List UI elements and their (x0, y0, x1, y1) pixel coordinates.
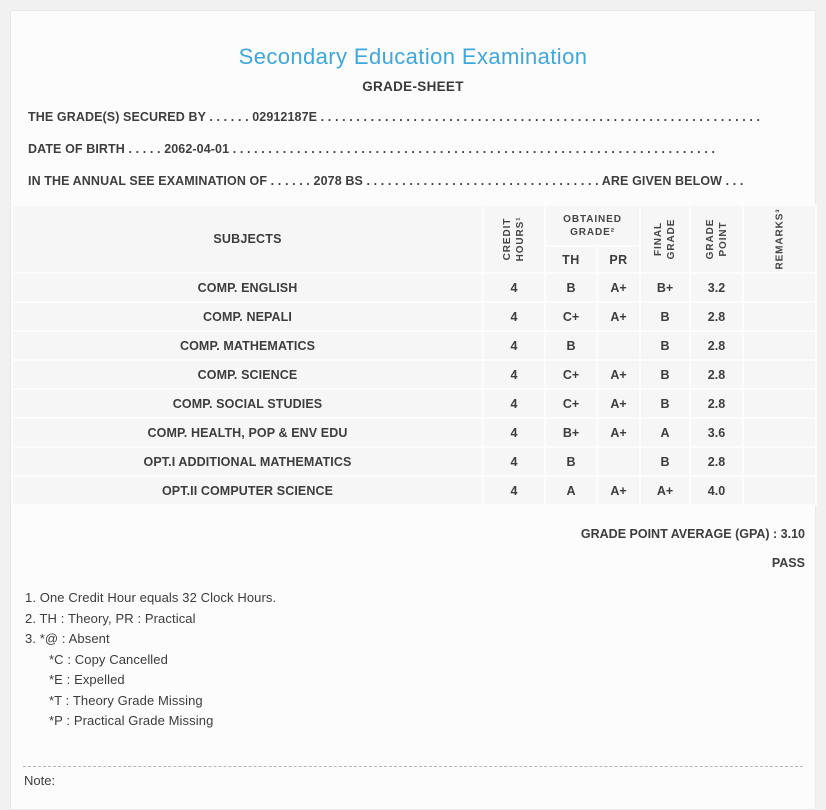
credit-cell: 4 (483, 302, 545, 331)
remarks-cell (743, 273, 816, 302)
final-grade-cell: A (640, 418, 690, 447)
remarks-rotated-text: REMARKS³ (774, 208, 785, 270)
grade-point-cell: 2.8 (690, 302, 743, 331)
pr-grade-cell: A+ (597, 302, 640, 331)
th-grade-cell: A (545, 476, 597, 505)
examination-line: IN THE ANNUAL SEE EXAMINATION OF . . . . . . 2078 BS . . . . . . . . . . . . . . . . . . . . . . . . . . . . . . . . . ARE GIVEN BELOW . . . (28, 174, 744, 188)
final-grade-cell: A+ (640, 476, 690, 505)
pr-grade-cell: A+ (597, 389, 640, 418)
sheet-subtitle: GRADE-SHEET (362, 79, 464, 94)
final-grade-rotated-text: FINAL GRADE (653, 218, 677, 260)
footnote-credit-hour: 1. One Credit Hour equals 32 Clock Hours. (25, 590, 277, 605)
table-row (12, 389, 816, 418)
subject-cell: COMP. HEALTH, POP & ENV EDU (12, 418, 483, 447)
th-grade-cell: C+ (545, 302, 597, 331)
grade-point-cell: 3.6 (690, 418, 743, 447)
subject-cell: COMP. ENGLISH (12, 273, 483, 302)
pr-grade-cell: A+ (597, 273, 640, 302)
grade-sheet-card (10, 10, 816, 810)
credit-cell: 4 (483, 418, 545, 447)
remarks-cell (743, 331, 816, 360)
subject-cell: COMP. SCIENCE (12, 360, 483, 389)
remarks-cell (743, 447, 816, 476)
credit-cell: 4 (483, 447, 545, 476)
table-row (12, 447, 816, 476)
grade-point-cell: 2.8 (690, 389, 743, 418)
pr-grade-cell: A+ (597, 418, 640, 447)
grade-point-cell: 3.2 (690, 273, 743, 302)
table-row (12, 302, 816, 331)
table-row (12, 360, 816, 389)
table-header-row (12, 205, 816, 246)
final-grade-cell: B (640, 360, 690, 389)
table-row (12, 331, 816, 360)
student-info (28, 101, 799, 197)
footnote-copy-cancelled: *C : Copy Cancelled (49, 651, 168, 667)
th-grade-cell: C+ (545, 360, 597, 389)
result-status: PASS (771, 556, 805, 570)
date-of-birth-line: DATE OF BIRTH . . . . . 2062-04-01 . . . . . . . . . . . . . . . . . . . . . . . . . . . . . . . . . . . . . . . . . . . . . . . . . . . . . . . . . . . . . . . . . . . . (28, 142, 716, 156)
final-grade-cell: B (640, 447, 690, 476)
final-grade-cell: B (640, 302, 690, 331)
grades-table (11, 204, 817, 506)
note-label: Note: (24, 772, 56, 788)
remarks-cell (743, 476, 816, 505)
credit-cell: 4 (483, 273, 545, 302)
subject-cell: COMP. NEPALI (12, 302, 483, 331)
obtained-grade-line1: OBTAINED (563, 213, 622, 225)
column-header-pr: PR (597, 246, 640, 273)
th-grade-cell: B (545, 273, 597, 302)
th-grade-cell: B (545, 331, 597, 360)
subject-cell: COMP. MATHEMATICS (12, 331, 483, 360)
grade-point-cell: 4.0 (690, 476, 743, 505)
grade-point-cell: 2.8 (690, 360, 743, 389)
pr-grade-cell: A+ (597, 360, 640, 389)
column-header-remarks (743, 205, 816, 273)
column-header-subjects: SUBJECTS (12, 205, 483, 273)
final-grade-cell: B (640, 389, 690, 418)
grade-point-cell: 2.8 (690, 447, 743, 476)
pr-grade-cell: A+ (597, 476, 640, 505)
final-grade-cell: B+ (640, 273, 690, 302)
th-grade-cell: C+ (545, 389, 597, 418)
obtained-grade-line2: GRADE² (570, 226, 615, 238)
column-header-obtained-grade (545, 205, 640, 246)
th-grade-cell: B+ (545, 418, 597, 447)
grade-point-cell: 2.8 (690, 331, 743, 360)
column-header-grade-point (690, 205, 743, 273)
credit-cell: 4 (483, 476, 545, 505)
subject-cell: OPT.II COMPUTER SCIENCE (12, 476, 483, 505)
column-header-th: TH (545, 246, 597, 273)
remarks-cell (743, 418, 816, 447)
table-row (12, 273, 816, 302)
dashed-divider (23, 766, 803, 767)
footnote-theory-missing: *T : Theory Grade Missing (49, 692, 203, 708)
pr-grade-cell (597, 447, 640, 476)
grade-point-rotated-text: GRADE POINT (704, 218, 729, 260)
subject-cell: COMP. SOCIAL STUDIES (12, 389, 483, 418)
final-grade-cell: B (640, 331, 690, 360)
credit-cell: 4 (483, 389, 545, 418)
table-row (12, 476, 816, 505)
table-row (12, 418, 816, 447)
credit-cell: 4 (483, 331, 545, 360)
footnotes (25, 588, 801, 732)
footnote-practical-missing: *P : Practical Grade Missing (49, 713, 214, 728)
pr-grade-cell (597, 331, 640, 360)
subject-cell: OPT.I ADDITIONAL MATHEMATICS (12, 447, 483, 476)
credit-cell: 4 (483, 360, 545, 389)
footnote-absent: 3. *@ : Absent (25, 631, 110, 646)
column-header-credit-hours (483, 205, 545, 273)
grade-secured-line: THE GRADE(S) SECURED BY . . . . . . 02912187E . . . . . . . . . . . . . . . . . . . . . . . . . . . . . . . . . . . . . . . . . . . . . . . . . . . . . . . . . . . . . . (28, 110, 761, 124)
footnote-th-pr: 2. TH : Theory, PR : Practical (25, 610, 196, 626)
credit-hours-rotated-text: CREDIT HOURS¹ (502, 216, 526, 262)
footnote-expelled: *E : Expelled (49, 672, 125, 687)
remarks-cell (743, 302, 816, 331)
th-grade-cell: B (545, 447, 597, 476)
gpa-line: GRADE POINT AVERAGE (GPA) : 3.10 (580, 527, 805, 541)
column-header-final-grade (640, 205, 690, 273)
remarks-cell (743, 389, 816, 418)
remarks-cell (743, 360, 816, 389)
page-title: Secondary Education Examination (238, 44, 588, 69)
